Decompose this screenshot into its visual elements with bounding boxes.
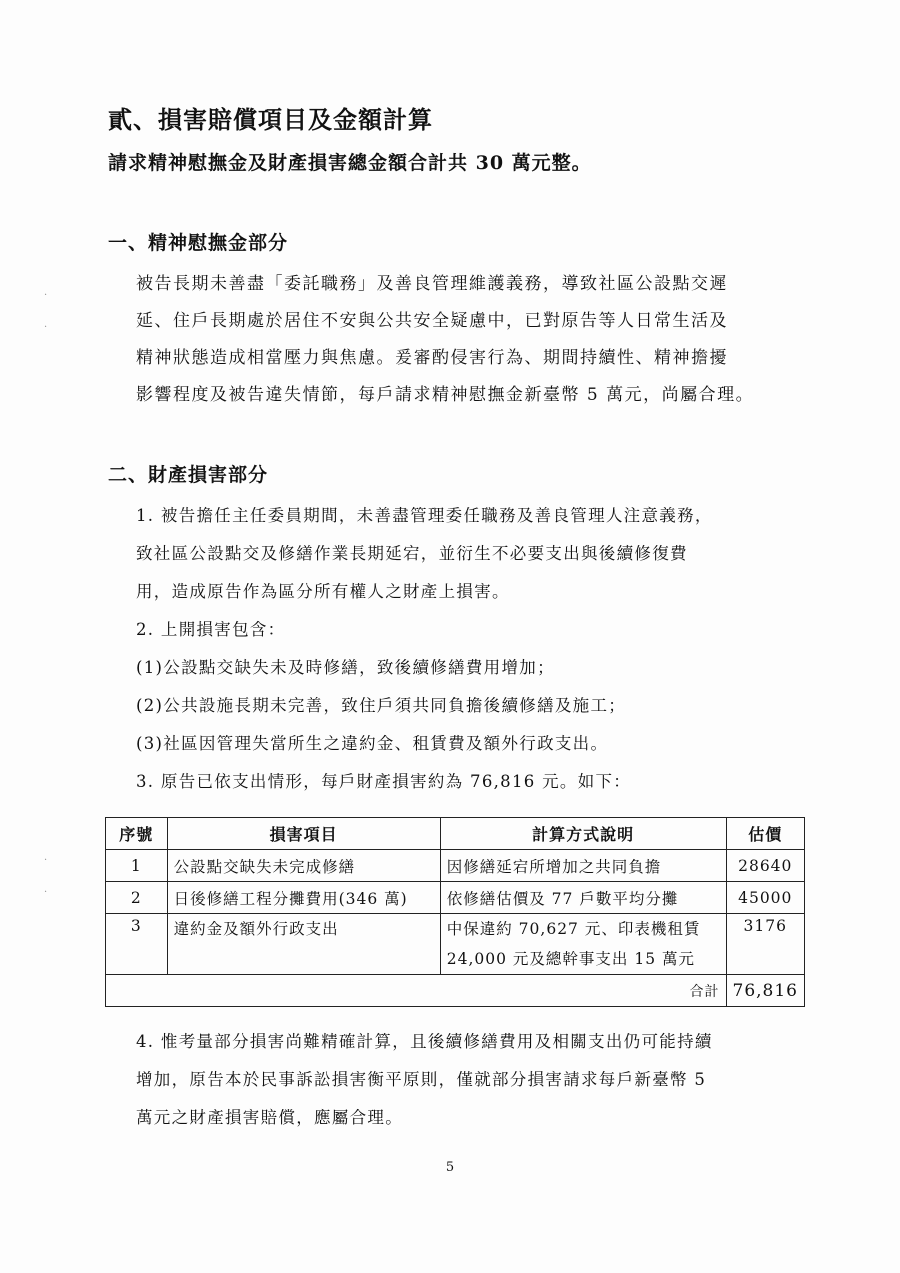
table-total-row (106, 975, 805, 1007)
section1-paragraph (136, 266, 816, 414)
table-row (106, 882, 805, 914)
paragraph-line: 影響程度及被告違失情節，每戶請求精神慰撫金新臺幣 5 萬元，尚屬合理。 (136, 385, 755, 405)
list-line: 2. 上開損害包含： (136, 620, 286, 639)
scan-mark: · (44, 290, 48, 301)
row-desc: 因修繕延宕所增加之共同負擔 (440, 850, 726, 882)
row-desc (440, 914, 726, 975)
page-title: 貳、損害賠償項目及金額計算 (108, 105, 433, 134)
header-price: 估價 (726, 818, 805, 850)
row-desc-line: 24,000 元及總幹事支出 15 萬元 (446, 950, 695, 968)
header-no: 序號 (106, 818, 168, 850)
closing-line: 萬元之財產損害賠償，應屬合理。 (136, 1108, 403, 1127)
table-header-row (106, 818, 805, 850)
table-row (106, 914, 805, 975)
total-value: 76,816 (726, 975, 805, 1007)
section2-title: 二、財產損害部分 (108, 464, 269, 486)
damage-table (105, 817, 805, 1007)
row-desc-line: 中保違約 70,627 元、印表機租賃 (446, 920, 701, 938)
total-label: 合計 (106, 975, 727, 1007)
row-item: 日後修繕工程分攤費用(346 萬) (167, 882, 440, 914)
row-desc: 依修繕估價及 77 戶數平均分攤 (440, 882, 726, 914)
row-price: 28640 (726, 850, 805, 882)
table-row (106, 850, 805, 882)
scan-mark: · (44, 855, 48, 866)
row-no: 1 (106, 850, 168, 882)
row-price: 45000 (726, 882, 805, 914)
row-no: 2 (106, 882, 168, 914)
scan-mark: · (44, 887, 48, 898)
scan-mark: · (44, 322, 48, 333)
closing-line: 4. 惟考量部分損害尚難精確計算，且後續修繕費用及相關支出仍可能持續 (136, 1032, 713, 1051)
paragraph-line: 延、住戶長期處於居住不安與公共安全疑慮中，已對原告等人日常生活及 (136, 311, 728, 331)
section1-title: 一、精神慰撫金部分 (108, 232, 289, 254)
list-line: (3)社區因管理失當所生之違約金、租賃費及額外行政支出。 (136, 734, 609, 753)
section2-list (136, 497, 826, 801)
paragraph-line: 精神狀態造成相當壓力與焦慮。爰審酌侵害行為、期間持續性、精神擔擾 (136, 348, 728, 368)
list-line: 用，造成原告作為區分所有權人之財產上損害。 (136, 582, 510, 601)
total-claim-heading: 請求精神慰撫金及財產損害總金額合計共 30 萬元整。 (108, 152, 592, 174)
row-item: 公設點交缺失未完成修繕 (167, 850, 440, 882)
paragraph-line: 被告長期未善盡「委託職務」及善良管理維護義務，導致社區公設點交遲 (136, 274, 728, 294)
list-line: (2)公共設施長期未完善，致住戶須共同負擔後續修繕及施工； (136, 696, 627, 715)
closing-paragraph (136, 1023, 826, 1137)
list-line: 致社區公設點交及修繕作業長期延宕，並衍生不必要支出與後續修復費 (136, 544, 688, 563)
row-price: 3176 (726, 914, 805, 975)
list-line: 1. 被告擔任主任委員期間，未善盡管理委任職務及善良管理人注意義務， (136, 506, 713, 525)
row-item: 違約金及額外行政支出 (167, 914, 440, 975)
header-method: 計算方式說明 (440, 818, 726, 850)
row-no: 3 (106, 914, 168, 975)
closing-line: 增加，原告本於民事訴訟損害衡平原則，僅就部分損害請求每戶新臺幣 5 (136, 1070, 707, 1089)
page-number: 5 (445, 1160, 455, 1175)
header-item: 損害項目 (167, 818, 440, 850)
list-line: 3. 原告已依支出情形，每戶財產損害約為 76,816 元。如下： (136, 772, 632, 791)
list-line: (1)公設點交缺失未及時修繕，致後續修繕費用增加； (136, 658, 555, 677)
